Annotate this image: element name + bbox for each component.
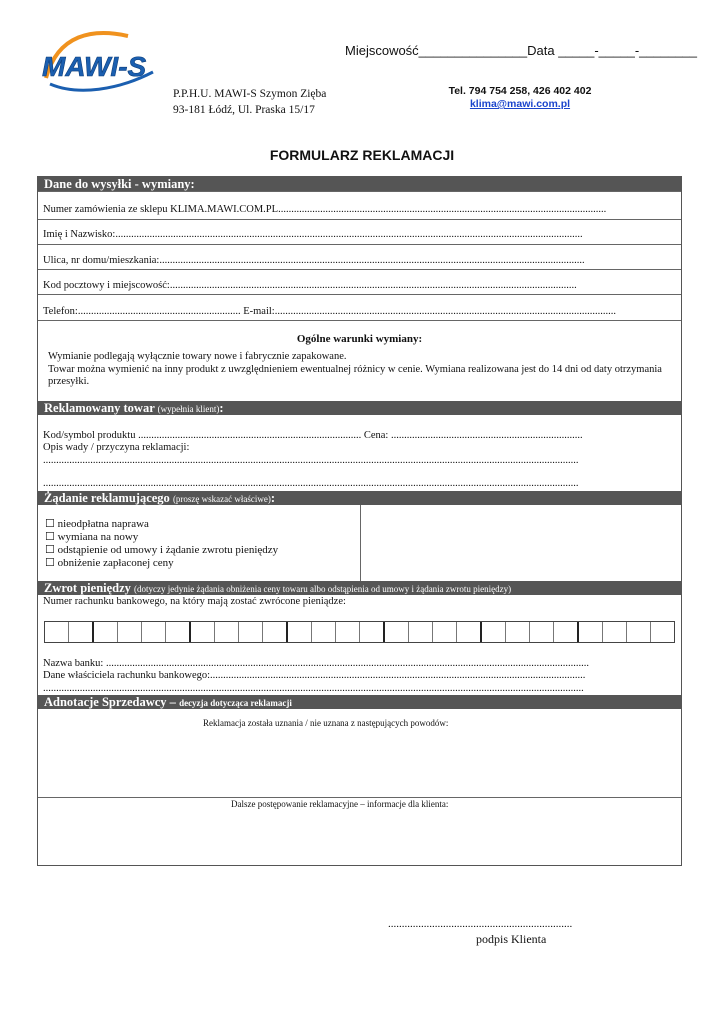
seller-further-info: Dalsze postępowanie reklamacyjne – informacje dla klienta: <box>231 799 449 809</box>
defect-dots-1[interactable]: ............................................................................................................................................................................................................ <box>43 455 579 466</box>
defect-dots-2[interactable]: ............................................................................................................................................................................................................ <box>43 478 579 489</box>
logo-text: MAWI-S <box>42 51 147 82</box>
place-date-line[interactable]: Miejscowość_______________Data _____-_____-________ <box>345 43 698 58</box>
company-logo <box>38 26 168 96</box>
bank-digit-cell[interactable] <box>626 622 650 642</box>
bank-digit-cell[interactable] <box>92 622 117 642</box>
bank-digit-cell[interactable] <box>238 622 262 642</box>
option-replacement[interactable]: ☐ wymiana na nowy <box>45 531 139 543</box>
bank-digit-cell[interactable] <box>165 622 189 642</box>
bank-digit-cell[interactable] <box>214 622 238 642</box>
option-withdrawal[interactable]: ☐ odstąpienie od umowy i żądanie zwrotu pieniędzy <box>45 544 279 556</box>
bank-digit-cell[interactable] <box>68 622 92 642</box>
section-product-note: (wypełnia klient) <box>157 404 220 414</box>
section-refund-note: (dotyczy jedynie żądania obniżenia ceny towaru albo odstąpienia od umowy i żądania zwrotu pieniędzy) <box>134 584 512 594</box>
bank-digit-cell[interactable] <box>335 622 359 642</box>
section-seller-header <box>38 695 681 709</box>
bank-account-grid[interactable] <box>44 621 675 643</box>
contact-info <box>445 85 595 111</box>
bank-digit-cell[interactable] <box>359 622 383 642</box>
full-name-field[interactable]: Imię i Nazwisko:.................................................................................................................................................................................. <box>43 229 583 240</box>
bank-digit-cell[interactable] <box>189 622 214 642</box>
bank-digit-cell[interactable] <box>383 622 408 642</box>
order-number-field[interactable]: Numer zamówienia ze sklepu KLIMA.MAWI.COM.PL............................................................................................................................. <box>43 204 607 215</box>
complaint-form <box>37 176 682 866</box>
section-shipping-header: Dane do wysyłki - wymiany: <box>38 177 681 191</box>
signature-line[interactable]: ................................................................... <box>388 918 573 930</box>
section-seller-title: Adnotacje Sprzedawcy – <box>44 695 176 709</box>
bank-digit-cell[interactable] <box>505 622 529 642</box>
account-owner-field[interactable]: Dane właściciela rachunku bankowego:............................................................................................................................................... <box>43 670 586 681</box>
section-demand-suffix: : <box>270 491 276 505</box>
terms-title: Ogólne warunki wymiany: <box>296 333 423 345</box>
postal-city-field[interactable]: Kod pocztowy i miejscowość:........................................................................................................................................................... <box>43 280 577 291</box>
form-title: FORMULARZ REKLAMACJI <box>269 147 455 163</box>
bank-digit-cell[interactable] <box>311 622 335 642</box>
bank-digit-cell[interactable] <box>141 622 165 642</box>
product-code-field[interactable]: Kod/symbol produktu ..................................................................................... Cena: ......................................................................... <box>43 430 583 441</box>
bank-digit-cell[interactable] <box>262 622 286 642</box>
option-free-repair[interactable]: ☐ nieodpłatna naprawa <box>45 518 149 530</box>
phone-email-field[interactable]: Telefon:.............................................................. E-mail:.................................................................................................................................. <box>43 306 616 317</box>
bank-digit-cell[interactable] <box>45 622 68 642</box>
section-demand-title: Żądanie reklamującego <box>44 491 170 505</box>
company-name: P.P.H.U. MAWI-S Szymon Zięba <box>173 88 327 100</box>
section-demand-header <box>38 491 681 505</box>
company-street: 93-181 Łódź, Ul. Praska 15/17 <box>173 104 315 116</box>
account-label: Numer rachunku bankowego, na który mają zostać zwrócone pieniądze: <box>43 596 346 607</box>
seller-decision-line: Reklamacja została uznania / nie uznana z następujących powodów: <box>203 718 449 728</box>
bank-digit-cell[interactable] <box>602 622 626 642</box>
bank-digit-cell[interactable] <box>650 622 674 642</box>
bank-digit-cell[interactable] <box>553 622 577 642</box>
section-seller-note: decyzja dotycząca reklamacji <box>179 698 292 708</box>
bank-name-field[interactable]: Nazwa banku: ........................................................................................................................................................................................ <box>43 658 589 669</box>
section-product-title: Reklamowany towar <box>44 401 155 415</box>
bank-digit-cell[interactable] <box>432 622 456 642</box>
company-address <box>173 86 326 118</box>
section-product-suffix: : <box>219 401 224 415</box>
section-demand-note: (proszę wskazać właściwe) <box>172 494 271 504</box>
email-link[interactable]: klima@mawi.com.pl <box>469 98 571 110</box>
signature-label: podpis Klienta <box>476 932 547 946</box>
option-price-reduction[interactable]: ☐ obniżenie zapłaconej ceny <box>45 557 174 569</box>
bank-digit-cell[interactable] <box>286 622 311 642</box>
section-product-header <box>38 401 681 415</box>
bank-digit-cell[interactable] <box>529 622 553 642</box>
account-owner-dots[interactable]: .............................................................................................................................................................................................................. <box>43 683 584 694</box>
terms-text: Wymianie podlegają wyłącznie towary nowe i fabrycznie zapakowane. Towar można wymienić na inny produkt z uwzględnieniem ewentualnej różnicy w cenie. Wymiana realizowana jest do 14 dni od daty otrzymania przesyłki. <box>48 351 662 387</box>
street-field[interactable]: Ulica, nr domu/mieszkania:.................................................................................................................................................................. <box>43 255 585 266</box>
section-refund-title: Zwrot pieniędzy <box>44 581 131 595</box>
section-refund-header <box>38 581 681 595</box>
bank-digit-cell[interactable] <box>480 622 505 642</box>
bank-digit-cell[interactable] <box>456 622 480 642</box>
bank-digit-cell[interactable] <box>408 622 432 642</box>
bank-digit-cell[interactable] <box>117 622 141 642</box>
phone-number: Tel. 794 754 258, 426 402 402 <box>448 85 592 97</box>
bank-digit-cell[interactable] <box>577 622 602 642</box>
defect-label: Opis wady / przyczyna reklamacji: <box>43 442 190 453</box>
